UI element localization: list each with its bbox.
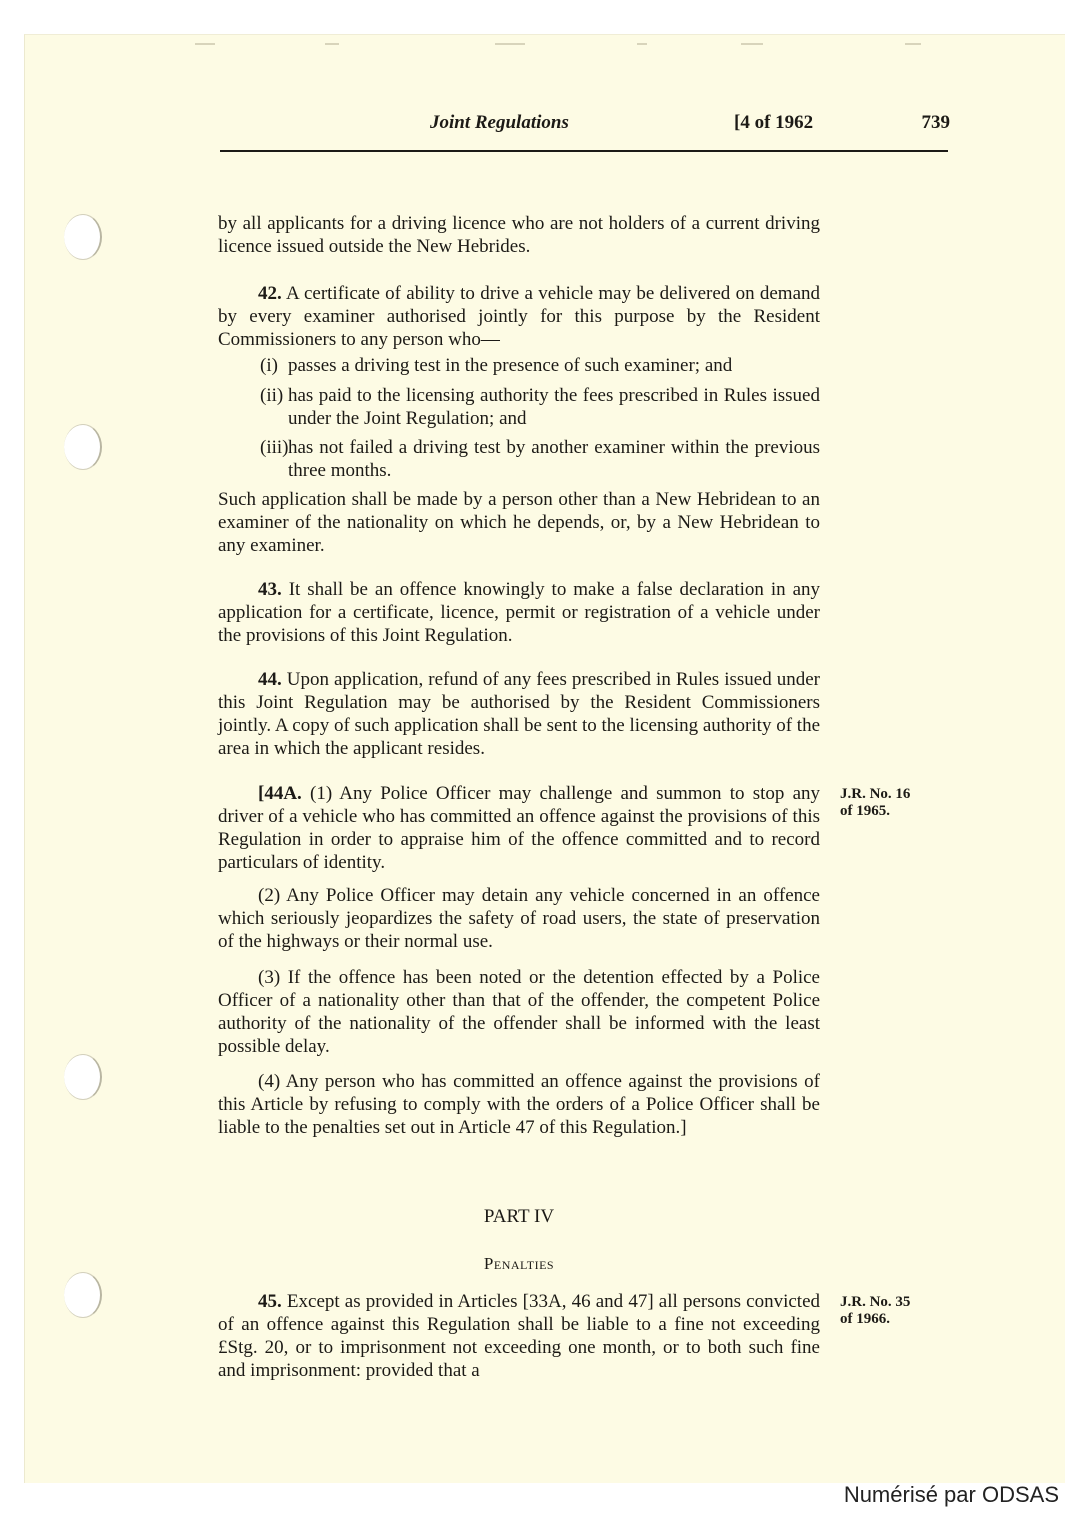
paragraph-number: 44.	[258, 669, 282, 690]
scan-edge-noise	[25, 43, 1065, 47]
punch-hole-icon	[64, 1054, 102, 1100]
running-header	[220, 112, 950, 142]
margin-note-44a	[840, 786, 950, 820]
paragraph-45	[218, 1290, 820, 1382]
list-item	[260, 436, 820, 482]
paragraph-continuation: by all applicants for a driving licence who are not holders of a current driving licence issued outside the New Hebrides.	[218, 213, 820, 257]
list-item-text: passes a driving test in the presence of such examiner; and	[288, 355, 733, 376]
paragraph-text: It shall be an offence knowingly to make a false declaration in any application for a certificate, licence, permit or registration of a vehicle under the provisions of this Joint Regulation.	[218, 579, 821, 646]
margin-note-45	[840, 1294, 950, 1328]
paragraph-44a-3: (3) If the offence has been noted or the detention effected by a Police Officer of a nationality other than that of the offender, the competent Police authority of the nationality of the offender shall be informed with the least possible delay.	[218, 967, 820, 1057]
header-rule	[220, 150, 948, 152]
part-heading: PART IV	[483, 1206, 555, 1227]
paragraph-42	[218, 282, 820, 351]
paragraph-43	[218, 578, 820, 647]
paragraph-text: Upon application, refund of any fees prescribed in Rules issued under this Joint Regulation may be authorised by the Resident Commissioners jointly. A copy of such application shall be sent to the licensing authority of the area in which the applicant resides.	[218, 669, 821, 759]
paragraph-44a-1	[218, 782, 820, 874]
digitization-credit: Numérisé par ODSAS	[843, 1482, 1059, 1507]
paragraph-number: 42.	[258, 283, 282, 304]
list-item-number: (ii)	[260, 385, 284, 406]
header-title: Joint Regulations	[430, 112, 569, 133]
paragraph-44	[218, 668, 820, 760]
paragraph-number: 43.	[258, 579, 282, 600]
margin-note-line: J.R. No. 16	[840, 786, 911, 802]
header-act: [4 of 1962	[734, 112, 814, 133]
list-item	[260, 354, 820, 377]
margin-note-line: of 1966.	[840, 1311, 890, 1327]
list-item	[260, 384, 820, 430]
list-item-number: (i)	[260, 355, 278, 376]
punch-hole-icon	[64, 1272, 102, 1318]
punch-hole-icon	[64, 214, 102, 260]
list-item-text: has paid to the licensing authority the fees prescribed in Rules issued under the Joint Regulation; and	[288, 385, 820, 429]
list-item-text: has not failed a driving test by another examiner within the previous three months.	[288, 437, 820, 481]
paragraph-number: 45.	[258, 1291, 282, 1312]
paragraph-text: A certificate of ability to drive a vehicle may be delivered on demand by every examiner authorised jointly for this purpose by the Resident Commissioners to any person who—	[218, 283, 820, 350]
list-item-number: (iii)	[260, 437, 289, 458]
paragraph-number: [44A.	[258, 783, 302, 804]
paragraph-42-tail: Such application shall be made by a person other than a New Hebridean to an examiner of the nationality on which he depends, or, by a New Hebridean to any examiner.	[218, 489, 820, 556]
paragraph-text: (1) Any Police Officer may challenge and summon to stop any driver of a vehicle who has committed an offence against the provisions of this Regulation in order to appraise him of the offence committed and to record particulars of identity.	[218, 783, 821, 873]
page-number: 739	[921, 112, 950, 133]
paragraph-text: Except as provided in Articles [33A, 46 and 47] all persons convicted of an offence against this Regulation shall be liable to a fine not exceeding £Stg. 20, or to imprisonment not exceeding one month, or to both such fine and imprisonment: provided that a	[218, 1291, 821, 1381]
part-subheading: Penalties	[483, 1254, 555, 1273]
margin-note-line: of 1965.	[840, 803, 890, 819]
punch-hole-icon	[64, 424, 102, 470]
paragraph-44a-2: (2) Any Police Officer may detain any vehicle concerned in an offence which seriously jeopardizes the safety of road users, the state of preservation of the highways or their normal use.	[218, 885, 820, 952]
margin-note-line: J.R. No. 35	[840, 1294, 911, 1310]
paragraph-44a-4: (4) Any person who has committed an offence against the provisions of this Article by refusing to comply with the orders of a Police Officer shall be liable to the penalties set out in Article 47 of this Regulation.]	[218, 1071, 820, 1138]
